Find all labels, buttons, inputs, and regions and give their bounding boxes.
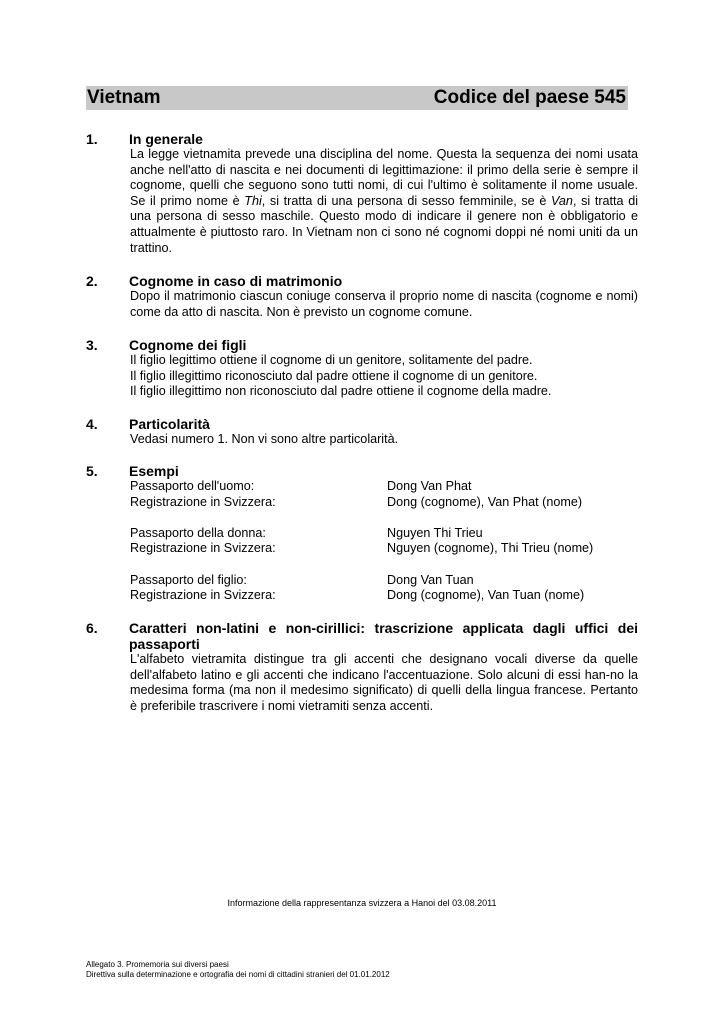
section-number: 1. [86, 131, 98, 147]
section-title: Caratteri non-latini e non-cirillici: trascrizione applicata dagli uffici dei passaporti [129, 620, 638, 652]
info-note: Informazione della rappresentanza svizzera a Hanoi del 03.08.2011 [227, 898, 497, 908]
section-text: Il figlio legittimo ottiene il cognome di un genitore, solitamente del padre. Il figlio illegittimo riconosciuto dal padre ottiene il cognome di un genitore. Il figlio illegittimo non riconosciuto dal padre ottiene il cognome della madre. [130, 353, 552, 399]
section-number: 6. [86, 620, 98, 636]
examples-table [130, 479, 638, 604]
section-number: 2. [86, 273, 98, 289]
example-row: Passaporto del figlio: Dong Van Tuan [130, 572, 474, 587]
section-particularities [86, 416, 638, 448]
page-header [86, 86, 628, 110]
section-text: Vedasi numero 1. Non vi sono altre particolarità. [130, 432, 399, 446]
section-number: 5. [86, 463, 98, 479]
example-row: Passaporto della donna: Nguyen Thi Trieu [130, 525, 483, 540]
section-general [86, 131, 638, 256]
footer-line: Allegato 3. Promemoria sui diversi paesi [86, 960, 229, 969]
section-title: Cognome in caso di matrimonio [129, 273, 343, 289]
country-code: Codice del paese 545 [433, 87, 626, 108]
example-row: Registrazione in Svizzera: Nguyen (cognome), Thi Trieu (nome) [130, 541, 594, 556]
section-title: Particolarità [129, 416, 210, 432]
example-row: Passaporto dell'uomo: Dong Van Phat [130, 479, 472, 493]
section-text: Dopo il matrimonio ciascun coniuge conserva il proprio nome di nascita (cognome e nomi) come da atto di nascita. Non è previsto un cognome comune. [130, 289, 638, 319]
section-number: 3. [86, 337, 98, 353]
section-children-surname [86, 337, 638, 400]
section-transcription [86, 620, 638, 714]
section-examples [86, 463, 638, 604]
section-number: 4. [86, 416, 98, 432]
country-name: Vietnam [87, 87, 161, 108]
section-text: L'alfabeto vietramita distingue tra gli accenti che designano vocali diverse da quelle dell'alfabeto latino e gli accenti che indicano l'accentuazione. Solo alcuni di essi han-no la medesima forma (ma non il medesimo significato) di quelli della lingua francese. Pertanto è preferibile trascrivere i nomi vietramiti senza accenti. [130, 652, 638, 713]
footer-line: Direttiva sulla determinazione e ortografia dei nomi di cittadini stranieri del 01.01.2012 [86, 970, 390, 979]
example-row: Registrazione in Svizzera: Dong (cognome), Van Phat (nome) [130, 494, 583, 509]
page-footer [86, 960, 390, 980]
section-title: Cognome dei figli [129, 337, 247, 353]
section-marriage-surname [86, 273, 638, 320]
example-row: Registrazione in Svizzera: Dong (cognome), Van Tuan (nome) [130, 588, 585, 603]
section-title: In generale [129, 131, 203, 147]
section-title: Esempi [129, 463, 179, 479]
section-text: La legge vietnamita prevede una disciplina del nome. Questa la sequenza dei nomi usata anche nell'atto di nascita e nei documenti di legittimazione: il primo della serie è sempre il cognome, quelli che seguono sono tutti nomi, di cui l'ultimo è solitamente il nome usuale. Se il primo nome è Thi, si tratta di una persona di sesso femminile, se è Van, si tratta di una persona di sesso maschile. Questo modo di indicare il genere non è obbligatorio e attualmente è piuttosto raro. In Vietnam non ci sono né cognomi doppi né nomi uniti da un trattino. [130, 147, 639, 255]
